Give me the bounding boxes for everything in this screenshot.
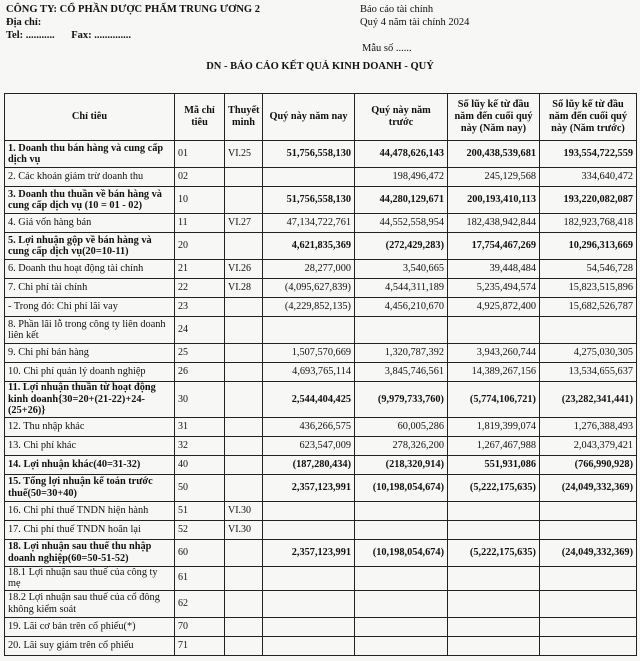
table-row — [5, 344, 637, 363]
tel-label: Tel: ........... — [6, 30, 55, 41]
row-ytd-current: 182,438,942,844 — [448, 214, 540, 233]
row-item: 18.1 Lợi nhuận sau thuế của công ty mẹ — [5, 566, 175, 590]
table-header-row — [5, 94, 637, 141]
row-quarter-current: 47,134,722,761 — [263, 214, 355, 233]
row-quarter-previous: 1,320,787,392 — [355, 344, 448, 363]
row-ytd-previous — [540, 566, 637, 590]
table-row — [5, 436, 637, 455]
row-note — [225, 617, 263, 636]
table-row — [5, 214, 637, 233]
row-item: 7. Chi phí tài chính — [5, 279, 175, 298]
row-quarter-previous: (10,198,054,674) — [355, 474, 448, 501]
row-ytd-current — [448, 636, 540, 655]
row-code: 30 — [175, 382, 225, 418]
row-code: 02 — [175, 168, 225, 187]
row-note — [225, 455, 263, 474]
table-row — [5, 260, 637, 279]
row-note: VI.30 — [225, 520, 263, 539]
row-note — [225, 590, 263, 617]
row-ytd-current: (5,222,175,635) — [448, 474, 540, 501]
row-quarter-previous — [355, 636, 448, 655]
header-code: Mã chỉ tiêu — [175, 94, 225, 141]
row-quarter-previous: 4,456,210,670 — [355, 298, 448, 317]
row-ytd-previous — [540, 636, 637, 655]
report-period: Quý 4 năm tài chính 2024 — [360, 17, 470, 28]
row-note — [225, 636, 263, 655]
row-ytd-current: 17,754,467,269 — [448, 233, 540, 260]
row-item: 12. Thu nhập khác — [5, 417, 175, 436]
row-item: 15. Tổng lợi nhuận kế toán trước thuế(50=30+40) — [5, 474, 175, 501]
row-ytd-current — [448, 617, 540, 636]
row-quarter-previous — [355, 566, 448, 590]
row-ytd-current: 200,438,539,681 — [448, 141, 540, 168]
table-row — [5, 141, 637, 168]
company-header — [6, 3, 260, 42]
row-ytd-previous: (23,282,341,441) — [540, 382, 637, 418]
table-row — [5, 382, 637, 418]
row-ytd-previous: (24,049,332,369) — [540, 539, 637, 566]
table-row — [5, 590, 637, 617]
row-item: 11. Lợi nhuận thuần từ hoạt động kinh doanh{30=20+(21-22)+24-(25+26)} — [5, 382, 175, 418]
row-note: VI.28 — [225, 279, 263, 298]
row-ytd-current — [448, 520, 540, 539]
table-row — [5, 317, 637, 344]
table-row — [5, 168, 637, 187]
row-code: 31 — [175, 417, 225, 436]
table-row — [5, 233, 637, 260]
row-quarter-previous: (10,198,054,674) — [355, 539, 448, 566]
row-ytd-current — [448, 590, 540, 617]
row-note — [225, 168, 263, 187]
row-quarter-current — [263, 617, 355, 636]
row-ytd-previous — [540, 590, 637, 617]
company-name: CÔNG TY: CỔ PHẦN DƯỢC PHẨM TRUNG ƯƠNG 2 — [6, 4, 260, 15]
row-quarter-current: 623,547,009 — [263, 436, 355, 455]
row-ytd-current: 3,943,260,744 — [448, 344, 540, 363]
row-item: 10. Chi phí quản lý doanh nghiệp — [5, 363, 175, 382]
row-quarter-current — [263, 636, 355, 655]
row-ytd-previous — [540, 617, 637, 636]
row-quarter-current: (4,095,627,839) — [263, 279, 355, 298]
header-note: Thuyết minh — [225, 94, 263, 141]
row-ytd-current: 1,819,399,074 — [448, 417, 540, 436]
row-item: 9. Chi phí bán hàng — [5, 344, 175, 363]
row-note — [225, 233, 263, 260]
row-quarter-current — [263, 168, 355, 187]
row-code: 23 — [175, 298, 225, 317]
row-code: 51 — [175, 501, 225, 520]
row-quarter-current — [263, 566, 355, 590]
row-item: 5. Lợi nhuận gộp về bán hàng và cung cấp dịch vụ(20=10-11) — [5, 233, 175, 260]
report-title: DN - BÁO CÁO KẾT QUẢ KINH DOANH - QUÝ — [206, 61, 434, 72]
report-type: Báo cáo tài chính — [360, 4, 434, 15]
row-code: 11 — [175, 214, 225, 233]
row-ytd-current: 200,193,410,113 — [448, 187, 540, 214]
header-ytd-current: Số lũy kế từ đầu năm đến cuối quý này (Năm nay) — [448, 94, 540, 141]
row-quarter-previous: (9,979,733,760) — [355, 382, 448, 418]
row-quarter-current: 28,277,000 — [263, 260, 355, 279]
row-ytd-current — [448, 317, 540, 344]
row-quarter-previous — [355, 590, 448, 617]
row-quarter-previous — [355, 501, 448, 520]
row-quarter-previous: 198,496,472 — [355, 168, 448, 187]
row-ytd-previous — [540, 317, 637, 344]
row-code: 52 — [175, 520, 225, 539]
row-note — [225, 187, 263, 214]
row-code: 25 — [175, 344, 225, 363]
row-quarter-current: 4,621,835,369 — [263, 233, 355, 260]
row-item: - Trong đó: Chi phí lãi vay — [5, 298, 175, 317]
table-row — [5, 539, 637, 566]
row-quarter-previous — [355, 617, 448, 636]
row-ytd-current: 5,235,494,574 — [448, 279, 540, 298]
row-quarter-previous: (272,429,283) — [355, 233, 448, 260]
row-item: 14. Lợi nhuận khác(40=31-32) — [5, 455, 175, 474]
row-note — [225, 417, 263, 436]
row-ytd-current: 4,925,872,400 — [448, 298, 540, 317]
row-ytd-previous: 334,640,472 — [540, 168, 637, 187]
row-ytd-previous: 15,682,526,787 — [540, 298, 637, 317]
row-quarter-current: 2,544,404,425 — [263, 382, 355, 418]
row-quarter-previous — [355, 317, 448, 344]
table-row — [5, 417, 637, 436]
row-item: 8. Phần lãi lỗ trong công ty liên doanh liên kết — [5, 317, 175, 344]
row-ytd-current: 551,931,086 — [448, 455, 540, 474]
row-code: 50 — [175, 474, 225, 501]
row-ytd-current: 1,267,467,988 — [448, 436, 540, 455]
row-quarter-current: 2,357,123,991 — [263, 474, 355, 501]
row-ytd-previous: 13,534,655,637 — [540, 363, 637, 382]
table-row — [5, 520, 637, 539]
row-ytd-previous: 182,923,768,418 — [540, 214, 637, 233]
row-quarter-current: 1,507,570,669 — [263, 344, 355, 363]
row-item: 6. Doanh thu hoạt động tài chính — [5, 260, 175, 279]
row-note — [225, 344, 263, 363]
table-row — [5, 455, 637, 474]
form-number: Mẫu số ...... — [362, 43, 412, 54]
row-ytd-current: 14,389,267,156 — [448, 363, 540, 382]
row-quarter-previous: 3,540,665 — [355, 260, 448, 279]
row-ytd-current: (5,222,175,635) — [448, 539, 540, 566]
row-quarter-previous: 278,326,200 — [355, 436, 448, 455]
income-statement-table — [4, 93, 637, 656]
row-quarter-previous: 44,478,626,143 — [355, 141, 448, 168]
row-ytd-previous: (766,990,928) — [540, 455, 637, 474]
row-code: 62 — [175, 590, 225, 617]
row-code: 20 — [175, 233, 225, 260]
row-note: VI.25 — [225, 141, 263, 168]
row-note — [225, 474, 263, 501]
row-code: 60 — [175, 539, 225, 566]
row-ytd-previous: 10,296,313,669 — [540, 233, 637, 260]
row-note: VI.26 — [225, 260, 263, 279]
row-quarter-current — [263, 317, 355, 344]
row-code: 01 — [175, 141, 225, 168]
row-ytd-current — [448, 566, 540, 590]
row-ytd-previous: 15,823,515,896 — [540, 279, 637, 298]
row-item: 19. Lãi cơ bản trên cổ phiếu(*) — [5, 617, 175, 636]
row-quarter-current: 4,693,765,114 — [263, 363, 355, 382]
row-ytd-previous: 54,546,728 — [540, 260, 637, 279]
table-row — [5, 501, 637, 520]
row-code: 22 — [175, 279, 225, 298]
row-code: 24 — [175, 317, 225, 344]
row-ytd-previous — [540, 501, 637, 520]
row-note — [225, 363, 263, 382]
row-item: 1. Doanh thu bán hàng và cung cấp dịch vụ — [5, 141, 175, 168]
header-ytd-previous: Số lũy kế từ đầu năm đến cuối quý này (Năm trước) — [540, 94, 637, 141]
row-quarter-previous: 44,280,129,671 — [355, 187, 448, 214]
row-item: 18.2 Lợi nhuận sau thuế của cổ đông không kiểm soát — [5, 590, 175, 617]
row-quarter-current: (187,280,434) — [263, 455, 355, 474]
row-quarter-current — [263, 520, 355, 539]
table-row — [5, 298, 637, 317]
row-note — [225, 317, 263, 344]
fax-label: Fax: .............. — [71, 30, 132, 41]
header-item: Chỉ tiêu — [5, 94, 175, 141]
row-quarter-previous: (218,320,914) — [355, 455, 448, 474]
row-code: 10 — [175, 187, 225, 214]
table-row — [5, 566, 637, 590]
row-note — [225, 436, 263, 455]
row-code: 21 — [175, 260, 225, 279]
table-row — [5, 187, 637, 214]
header-quarter-current: Quý này năm nay — [263, 94, 355, 141]
row-ytd-previous: 193,554,722,559 — [540, 141, 637, 168]
row-quarter-previous: 44,552,558,954 — [355, 214, 448, 233]
row-quarter-current: 436,266,575 — [263, 417, 355, 436]
row-item: 4. Giá vốn hàng bán — [5, 214, 175, 233]
table-row — [5, 636, 637, 655]
row-ytd-previous: 1,276,388,493 — [540, 417, 637, 436]
row-quarter-previous: 60,005,286 — [355, 417, 448, 436]
row-ytd-previous — [540, 520, 637, 539]
row-note — [225, 539, 263, 566]
row-quarter-current: 2,357,123,991 — [263, 539, 355, 566]
row-ytd-current: 39,448,484 — [448, 260, 540, 279]
address-label: Địa chỉ: — [6, 17, 42, 28]
row-quarter-current: 51,756,558,130 — [263, 141, 355, 168]
row-note: VI.30 — [225, 501, 263, 520]
row-item: 2. Các khoản giảm trừ doanh thu — [5, 168, 175, 187]
row-ytd-previous: 2,043,379,421 — [540, 436, 637, 455]
header-quarter-previous: Quý này năm trước — [355, 94, 448, 141]
row-ytd-current: (5,774,106,721) — [448, 382, 540, 418]
row-item: 16. Chi phí thuế TNDN hiện hành — [5, 501, 175, 520]
row-code: 71 — [175, 636, 225, 655]
contact-row — [6, 29, 260, 42]
row-item: 3. Doanh thu thuần về bán hàng và cung cấp dịch vụ (10 = 01 - 02) — [5, 187, 175, 214]
row-item: 13. Chi phí khác — [5, 436, 175, 455]
row-note — [225, 298, 263, 317]
row-code: 70 — [175, 617, 225, 636]
row-quarter-previous: 4,544,311,189 — [355, 279, 448, 298]
row-code: 40 — [175, 455, 225, 474]
row-ytd-previous: (24,049,332,369) — [540, 474, 637, 501]
row-ytd-current: 245,129,568 — [448, 168, 540, 187]
row-quarter-previous — [355, 520, 448, 539]
row-code: 26 — [175, 363, 225, 382]
row-quarter-previous: 3,845,746,561 — [355, 363, 448, 382]
row-quarter-current: 51,756,558,130 — [263, 187, 355, 214]
table-body — [5, 141, 637, 656]
row-note — [225, 566, 263, 590]
row-ytd-previous: 4,275,030,305 — [540, 344, 637, 363]
row-item: 17. Chi phí thuế TNDN hoãn lại — [5, 520, 175, 539]
report-info — [360, 3, 469, 29]
row-code: 61 — [175, 566, 225, 590]
row-item: 20. Lãi suy giảm trên cổ phiếu — [5, 636, 175, 655]
row-quarter-current — [263, 590, 355, 617]
row-ytd-previous: 193,220,082,087 — [540, 187, 637, 214]
row-quarter-current — [263, 501, 355, 520]
row-item: 18. Lợi nhuận sau thuế thu nhập doanh nghiệp(60=50-51-52) — [5, 539, 175, 566]
row-ytd-current — [448, 501, 540, 520]
row-code: 32 — [175, 436, 225, 455]
row-note: VI.27 — [225, 214, 263, 233]
table-row — [5, 474, 637, 501]
table-row — [5, 617, 637, 636]
row-note — [225, 382, 263, 418]
row-quarter-current: (4,229,852,135) — [263, 298, 355, 317]
table-row — [5, 363, 637, 382]
table-row — [5, 279, 637, 298]
